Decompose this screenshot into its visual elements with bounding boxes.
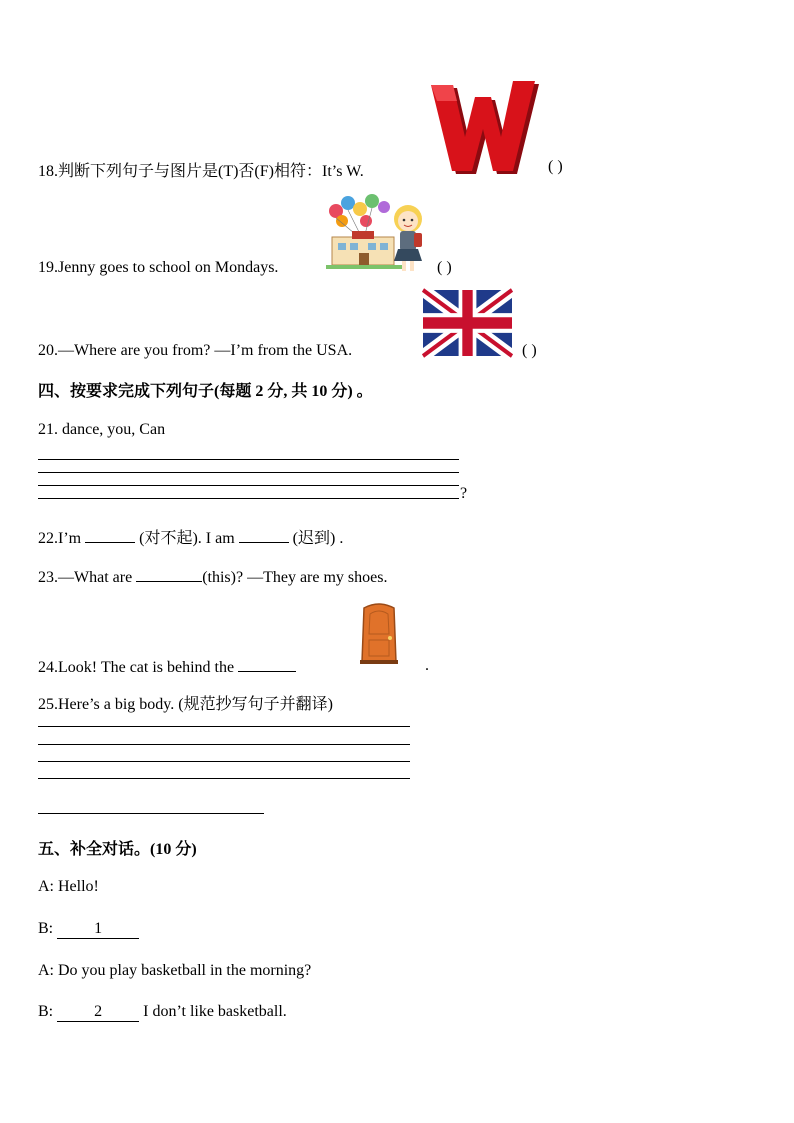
q25-answer-line-3[interactable] (38, 761, 410, 762)
dialogue-line-2 (38, 920, 139, 939)
q25-answer-line-1[interactable] (38, 726, 410, 727)
dialogue-speaker: B: (38, 920, 54, 937)
dialogue-speaker: A: (38, 878, 54, 895)
q18-answer-paren[interactable]: ( ) (548, 158, 563, 175)
q18-instruction: 判断下列句子与图片是(T)否(F)相符： (58, 163, 322, 180)
section-4-title: 四、按要求完成下列句子(每题 2 分, 共 10 分) 。 (38, 383, 373, 400)
section-5-title: 五、补全对话。(10 分) (38, 841, 197, 858)
door-image (356, 602, 402, 666)
q25-text: Here’s a big body. (规范抄写句子并翻译) (58, 696, 333, 713)
q24-number: 24. (38, 659, 58, 676)
girl-school-image (322, 193, 432, 275)
q24-text: Look! The cat is behind the (58, 659, 235, 676)
q25-translation-line[interactable] (38, 813, 264, 814)
q22-blank-1[interactable] (85, 528, 135, 543)
q23-number: 23. (38, 569, 58, 586)
uk-flag-image (423, 290, 512, 356)
dialogue-line-4 (38, 1003, 287, 1022)
q20-sentence: —Where are you from? —I’m from the USA. (58, 342, 353, 359)
question-24 (38, 657, 296, 677)
q21-answer-line-1[interactable] (38, 459, 459, 460)
q21-answer-line-3[interactable] (38, 485, 459, 486)
dialogue-line-1 (38, 878, 99, 896)
q19-answer-paren[interactable]: ( ) (437, 259, 452, 276)
dialogue-text: I don’t like basketball. (143, 1003, 287, 1020)
q24-end-period: . (425, 657, 429, 674)
q25-number: 25. (38, 696, 58, 713)
dialogue-text: Do you play basketball in the morning? (58, 962, 312, 979)
question-19 (38, 259, 278, 277)
letter-w-glyph: W (425, 75, 426, 76)
q25-answer-line-2[interactable] (38, 744, 410, 745)
q23-blank[interactable] (136, 567, 202, 582)
q22-number: 22. (38, 530, 58, 547)
dialogue-blank-1[interactable] (57, 920, 139, 939)
q21-answer-line-2[interactable] (38, 472, 459, 473)
q24-blank[interactable] (238, 657, 296, 672)
q23-part2: (this)? —They are my shoes. (202, 569, 388, 586)
q23-part1: —What are (58, 569, 133, 586)
q21-answer-line-4[interactable] (38, 498, 459, 499)
question-25 (38, 691, 333, 714)
q18-number: 18. (38, 163, 58, 180)
dialogue-blank-2[interactable] (57, 1003, 139, 1022)
dialogue-text: Hello! (58, 878, 99, 895)
q18-sentence: It’s W. (322, 163, 364, 180)
q22-blank-2[interactable] (239, 528, 289, 543)
q20-answer-paren[interactable]: ( ) (522, 342, 537, 359)
q19-sentence: Jenny goes to school on Mondays. (58, 259, 279, 276)
dialogue-line-3 (38, 962, 311, 980)
question-18 (38, 158, 364, 181)
question-22 (38, 525, 343, 548)
question-20 (38, 342, 352, 360)
dialogue-speaker: B: (38, 1003, 54, 1020)
q25-answer-line-4[interactable] (38, 778, 410, 779)
letter-w-image (425, 75, 540, 175)
q22-hint-1: (对不起). I am (139, 530, 235, 547)
q20-number: 20. (38, 342, 58, 359)
q22-hint-2: (迟到) . (292, 530, 344, 547)
blank-number: 2 (94, 1003, 103, 1020)
q22-part1: I’m (58, 530, 82, 547)
question-21: 21. dance, you, Can (38, 421, 166, 438)
question-23 (38, 567, 387, 587)
dialogue-speaker: A: (38, 962, 54, 979)
blank-number: 1 (94, 920, 103, 937)
q19-number: 19. (38, 259, 58, 276)
q21-question-mark: ? (460, 485, 468, 502)
